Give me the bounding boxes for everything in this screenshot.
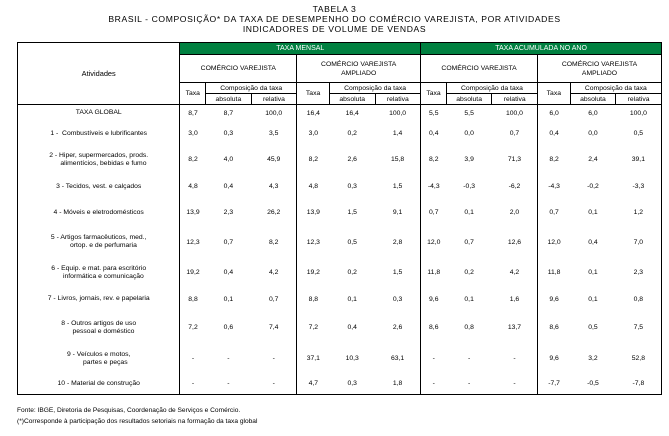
value-cell: -7,8 (616, 374, 662, 395)
value-cell: 5,5 (421, 105, 447, 122)
value-cell: 3,0 (297, 122, 330, 146)
value-cell: 8,2 (268, 238, 279, 246)
value-cell: 4,2 (509, 269, 520, 276)
value-cell: 12,3 (180, 226, 206, 259)
composicao-header: Composição da taxa (446, 83, 537, 94)
value-cell: 2,4 (588, 156, 598, 163)
value-cell: - (492, 374, 538, 395)
value-cell: 12,0 (537, 226, 570, 259)
table-row (18, 312, 662, 344)
value-cell: 0,4 (223, 183, 234, 190)
value-cell: 0,8 (616, 287, 662, 312)
mensal-varejista-header: COMÉRCIO VAREJISTA (180, 55, 297, 83)
value-cell: 19,2 (297, 259, 330, 287)
value-cell: - (468, 355, 471, 362)
composicao-header: Composição da taxa (570, 83, 661, 94)
absoluta-header: absoluta (446, 94, 492, 105)
value-cell: 45,9 (267, 156, 281, 163)
value-cell: - (251, 374, 297, 395)
value-cell: 52,8 (616, 344, 662, 374)
table-row-total (18, 105, 662, 122)
value-cell: 3,2 (588, 355, 598, 362)
value-cell: 71,3 (507, 156, 522, 163)
value-cell: 4,7 (297, 374, 330, 395)
value-cell: 9,6 (537, 287, 570, 312)
value-cell: 0,1 (588, 295, 598, 303)
value-cell: 63,1 (390, 355, 405, 362)
value-cell: 0,5 (616, 122, 662, 146)
value-cell: 100,0 (389, 109, 407, 117)
relativa-header: relativa (492, 94, 538, 105)
value-cell: - (180, 374, 206, 395)
table-title: BRASIL - COMPOSIÇÃO* DA TAXA DE DESEMPENHO DO COMÉRCIO VAREJISTA, POR ATIVIDADES (108, 14, 561, 24)
relativa-header: relativa (251, 94, 297, 105)
value-cell: -0,2 (587, 183, 599, 190)
value-cell: 11,8 (421, 259, 447, 287)
value-cell: 2,8 (392, 238, 403, 246)
taxa-col-header: Taxa (537, 83, 570, 105)
value-cell: 15,8 (390, 156, 405, 163)
value-cell: 0,3 (223, 130, 234, 137)
value-cell: -6,2 (508, 183, 521, 190)
row-label: 1 - Combustíveis e lubrificantes (18, 122, 180, 146)
value-cell: - (227, 355, 230, 362)
value-cell: 2,0 (509, 209, 520, 216)
table-row (18, 344, 662, 374)
value-cell: 0,2 (464, 269, 474, 276)
value-cell: 0,1 (464, 295, 474, 303)
value-cell: 4,8 (297, 174, 330, 200)
value-cell: 8,2 (297, 146, 330, 174)
value-cell: 7,4 (268, 324, 279, 331)
value-cell: 26,2 (267, 209, 281, 216)
value-cell: 0,3 (392, 295, 403, 303)
value-cell: 5,5 (464, 109, 474, 117)
table-row (18, 174, 662, 200)
taxa-acumulada-header: TAXA ACUMULADA NO ANO (421, 43, 662, 55)
value-cell: 0,3 (347, 183, 357, 190)
value-cell: -0,3 (463, 183, 475, 190)
value-cell: 0,7 (421, 200, 447, 226)
footnote: (*)Corresponde à participação dos resultados setoriais na formação da taxa global (17, 418, 258, 425)
mensal-ampliado-header: COMÉRCIO VAREJISTA AMPLIADO (297, 55, 421, 83)
value-cell: 7,0 (616, 226, 662, 259)
value-cell: 2,3 (223, 209, 234, 216)
table-row (18, 200, 662, 226)
value-cell: 6,0 (537, 105, 570, 122)
value-cell: 1,6 (509, 295, 520, 303)
source-note: Fonte: IBGE, Diretoria de Pesquisas, Coordenação de Serviços e Comércio. (17, 407, 241, 414)
table-row (18, 259, 662, 287)
value-cell: 6,0 (588, 109, 598, 117)
table-subtitle: INDICADORES DE VOLUME DE VENDAS (242, 24, 427, 34)
value-cell: -4,3 (421, 174, 447, 200)
value-cell: 13,9 (180, 200, 206, 226)
table-row (18, 374, 662, 395)
value-cell: 0,3 (329, 374, 375, 395)
value-cell: 7,5 (616, 312, 662, 344)
row-label: 6 - Equip. e mat. para escritório informática e comunicação (18, 259, 180, 287)
activities-header: Atividades (18, 43, 180, 105)
value-cell: 100,0 (505, 109, 523, 117)
absoluta-header: absoluta (570, 94, 616, 105)
value-cell: 0,1 (347, 295, 357, 303)
value-cell: 11,8 (537, 259, 570, 287)
composicao-header: Composição da taxa (329, 83, 420, 94)
absoluta-header: absoluta (206, 94, 252, 105)
value-cell: 1,5 (347, 209, 357, 216)
value-cell: - (180, 344, 206, 374)
value-cell: 0,1 (588, 209, 598, 216)
value-cell: 8,7 (223, 109, 234, 117)
value-cell: 39,1 (616, 146, 662, 174)
value-cell: 0,7 (464, 238, 474, 246)
value-cell: -3,3 (616, 174, 662, 200)
value-cell: - (513, 355, 516, 362)
value-cell: 0,4 (347, 324, 357, 331)
row-label: 8 - Outros artigos de uso pessoal e doméstico (18, 312, 180, 344)
value-cell: -4,3 (537, 174, 570, 200)
value-cell: 0,2 (347, 269, 357, 276)
value-cell: - (272, 355, 275, 362)
value-cell: 0,4 (421, 122, 447, 146)
row-label: 5 - Artigos farmacêuticos, med., ortop. e de perfumaria (18, 226, 180, 259)
taxa-col-header: Taxa (421, 83, 447, 105)
value-cell: -0,5 (570, 374, 616, 395)
table-number: TABELA 3 (312, 4, 357, 14)
value-cell: 1,5 (392, 269, 403, 276)
value-cell: 8,7 (180, 105, 206, 122)
relativa-header: relativa (616, 94, 662, 105)
composicao-header: Composição da taxa (206, 83, 297, 94)
table-row (18, 146, 662, 174)
value-cell: 13,7 (507, 324, 522, 331)
value-cell: 0,7 (537, 200, 570, 226)
row-label: 9 - Veículos e motos, partes e peças (18, 344, 180, 374)
table-row (18, 226, 662, 259)
data-table (17, 42, 662, 395)
value-cell: 1,5 (392, 183, 403, 190)
value-cell: 9,6 (537, 344, 570, 374)
taxa-mensal-header: TAXA MENSAL (180, 43, 421, 55)
value-cell: - (421, 344, 447, 374)
value-cell: 0,4 (537, 122, 570, 146)
value-cell: 3,0 (180, 122, 206, 146)
value-cell: 2,6 (347, 156, 357, 163)
value-cell: 9,6 (421, 287, 447, 312)
header-row-1 (18, 43, 662, 55)
value-cell: 100,0 (265, 109, 283, 117)
value-cell: 10,3 (345, 355, 359, 362)
absoluta-header: absoluta (329, 94, 375, 105)
value-cell: 0,2 (347, 130, 357, 137)
value-cell: 0,7 (509, 130, 520, 137)
value-cell: 0,8 (464, 324, 474, 331)
value-cell: 8,8 (180, 287, 206, 312)
value-cell: 3,5 (268, 130, 279, 137)
value-cell: 37,1 (297, 344, 330, 374)
value-cell: 16,4 (345, 109, 359, 117)
value-cell: 8,2 (537, 146, 570, 174)
value-cell: 12,0 (421, 226, 447, 259)
value-cell: 0,0 (588, 130, 598, 137)
value-cell: 8,2 (180, 146, 206, 174)
value-cell: 4,8 (180, 174, 206, 200)
value-cell: 8,8 (297, 287, 330, 312)
value-cell: 0,0 (464, 130, 474, 137)
row-label: 3 - Tecidos, vest. e calçados (18, 174, 180, 200)
value-cell: 3,9 (464, 156, 474, 163)
value-cell: - (206, 374, 252, 395)
value-cell: 4,2 (268, 269, 279, 276)
value-cell: 0,6 (223, 324, 234, 331)
value-cell: 0,7 (268, 295, 279, 303)
value-cell: 0,7 (223, 238, 234, 246)
table-row (18, 122, 662, 146)
value-cell: 8,6 (537, 312, 570, 344)
value-cell: 12,6 (507, 238, 522, 246)
acumulada-ampliado-header: COMÉRCIO VAREJISTA AMPLIADO (537, 55, 661, 83)
value-cell: - (446, 374, 492, 395)
taxa-col-header: Taxa (297, 83, 330, 105)
acumulada-varejista-header: COMÉRCIO VAREJISTA (421, 55, 538, 83)
value-cell: 0,1 (588, 269, 598, 276)
value-cell: 4,0 (223, 156, 234, 163)
value-cell: 19,2 (180, 259, 206, 287)
value-cell: 0,4 (588, 238, 598, 246)
value-cell: 0,1 (223, 295, 234, 303)
value-cell: 0,1 (464, 209, 474, 216)
value-cell: - (421, 374, 447, 395)
value-cell: 8,6 (421, 312, 447, 344)
value-cell: -7,7 (537, 374, 570, 395)
value-cell: 8,2 (421, 146, 447, 174)
relativa-header: relativa (375, 94, 421, 105)
row-label: 10 - Material de construção (18, 374, 180, 395)
value-cell: 13,9 (297, 200, 330, 226)
value-cell: 1,4 (392, 130, 403, 137)
value-cell: 0,4 (223, 269, 234, 276)
value-cell: 7,2 (180, 312, 206, 344)
row-label: TAXA GLOBAL (18, 105, 180, 122)
value-cell: 1,2 (616, 200, 662, 226)
value-cell: 16,4 (297, 105, 330, 122)
value-cell: 0,5 (588, 324, 598, 331)
value-cell: 12,3 (297, 226, 330, 259)
value-cell: 100,0 (616, 105, 662, 122)
row-label: 4 - Móveis e eletrodomésticos (18, 200, 180, 226)
value-cell: 7,2 (297, 312, 330, 344)
value-cell: 1,8 (375, 374, 421, 395)
table-row (18, 287, 662, 312)
row-label: 7 - Livros, jornais, rev. e papelaria (18, 287, 180, 312)
value-cell: 9,1 (392, 209, 403, 216)
value-cell: 2,3 (616, 259, 662, 287)
taxa-col-header: Taxa (180, 83, 206, 105)
value-cell: 0,5 (347, 238, 357, 246)
value-cell: 4,3 (268, 183, 279, 190)
value-cell: 2,6 (392, 324, 403, 331)
row-label: 2 - Hiper, supermercados, prods. alimentícios, bebidas e fumo (18, 146, 180, 174)
